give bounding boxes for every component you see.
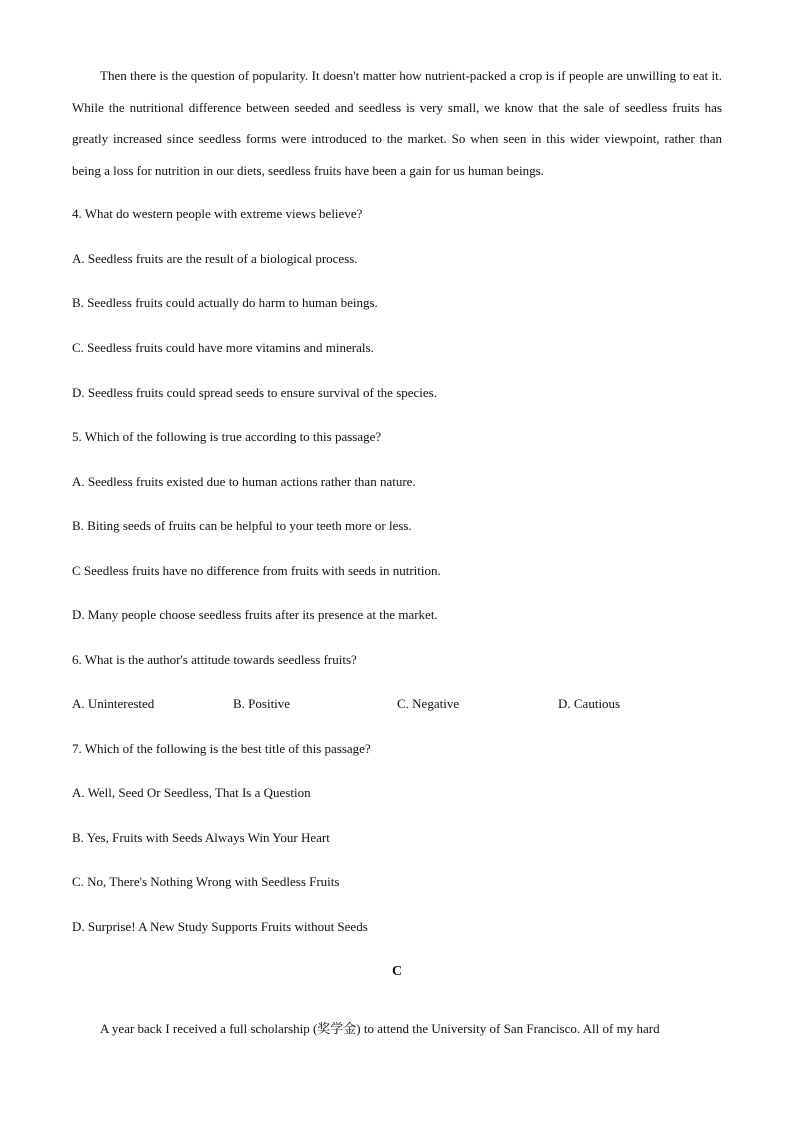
question-5-option-c: C Seedless fruits have no difference from fruits with seeds in nutrition. xyxy=(72,563,441,578)
question-4-option-b: B. Seedless fruits could actually do harm to human beings. xyxy=(72,295,378,310)
question-5-option-b: B. Biting seeds of fruits can be helpful to your teeth more or less. xyxy=(72,518,412,533)
question-4-stem: 4. What do western people with extreme views believe? xyxy=(72,206,363,221)
question-6-option-b: B. Positive xyxy=(233,696,291,711)
question-5-option-a: A. Seedless fruits existed due to human actions rather than nature. xyxy=(72,474,416,489)
question-6-option-d: D. Cautious xyxy=(558,696,621,711)
question-6-option-c: C. Negative xyxy=(397,696,460,711)
question-7-option-a: A. Well, Seed Or Seedless, That Is a Question xyxy=(72,785,311,800)
passage-c-opening-line: A year back I received a full scholarship (奖学金) to attend the University of San Francisco. All of my hard xyxy=(100,1021,660,1036)
question-6-options xyxy=(72,694,722,714)
question-4-option-c: C. Seedless fruits could have more vitamins and minerals. xyxy=(72,340,374,355)
question-5-option-d: D. Many people choose seedless fruits after its presence at the market. xyxy=(72,607,438,622)
question-7-option-c: C. No, There's Nothing Wrong with Seedless Fruits xyxy=(72,874,340,889)
question-7-option-b: B. Yes, Fruits with Seeds Always Win Your Heart xyxy=(72,830,330,845)
passage-b-closing-paragraph: Then there is the question of popularity. It doesn't matter how nutrient-packed a crop is if people are unwilling to eat it. While the nutritional difference between seeded and seedless is very small, we know that the sale of seedless fruits has greatly increased since seedless forms were introduced to the market. So when seen in this wider viewpoint, rather than being a loss for nutrition in our diets, seedless fruits have been a gain for us human beings. xyxy=(72,68,722,178)
question-7-stem: 7. Which of the following is the best title of this passage? xyxy=(72,741,371,756)
question-6-option-a: A. Uninterested xyxy=(72,696,155,711)
question-4-option-a: A. Seedless fruits are the result of a biological process. xyxy=(72,251,358,266)
question-7-option-d: D. Surprise! A New Study Supports Fruits without Seeds xyxy=(72,919,368,934)
question-4-option-d: D. Seedless fruits could spread seeds to ensure survival of the species. xyxy=(72,385,437,400)
section-c-heading: C xyxy=(391,964,403,979)
question-6-stem: 6. What is the author's attitude towards seedless fruits? xyxy=(72,652,357,667)
question-5-stem: 5. Which of the following is true according to this passage? xyxy=(72,429,382,444)
